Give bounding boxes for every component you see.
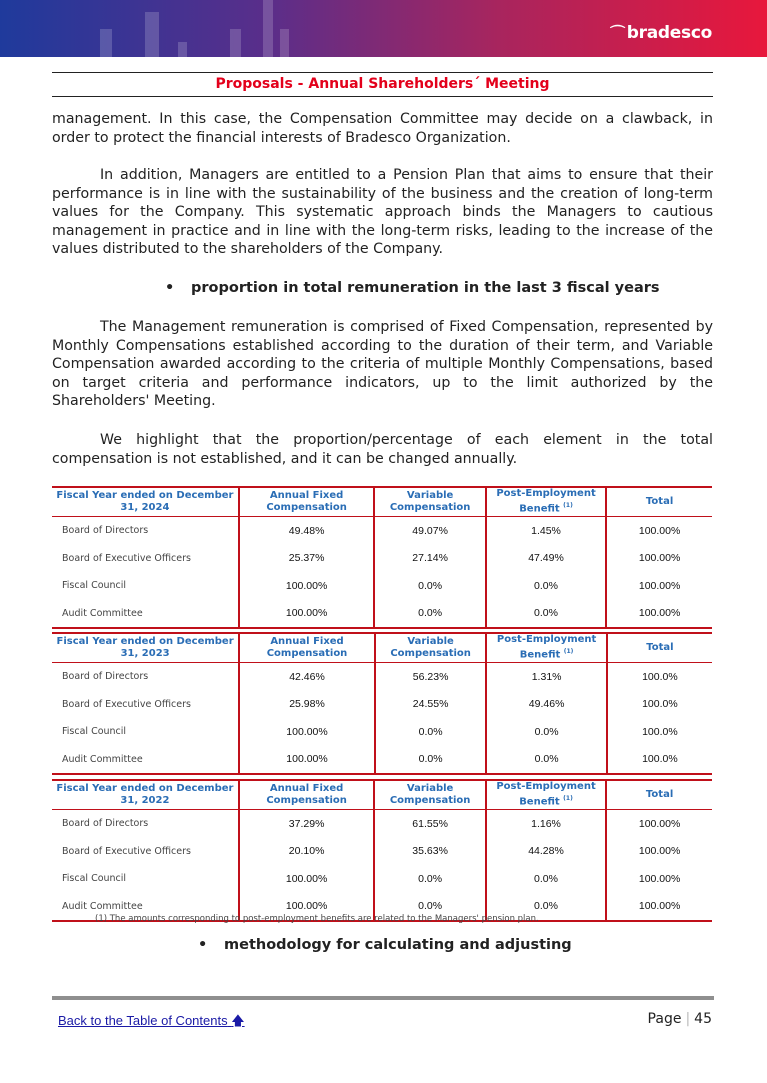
table-cell: 100.0%	[607, 746, 712, 775]
header-banner	[0, 0, 767, 57]
column-header: Variable Compensation	[374, 780, 486, 810]
column-header: Annual Fixed Compensation	[239, 633, 375, 663]
table-cell: 0.0%	[375, 718, 487, 746]
table-cell: 49.46%	[486, 691, 606, 719]
table-row	[52, 746, 712, 775]
table-cell: 25.98%	[239, 691, 375, 719]
table-cell: Audit Committee	[52, 600, 239, 629]
column-header: Annual Fixed Compensation	[239, 780, 375, 810]
table-row	[52, 718, 712, 746]
back-to-toc-link[interactable]: Back to the Table of Contents 🡅	[58, 1013, 245, 1028]
table-cell: 47.49%	[486, 545, 606, 573]
table-cell: Audit Committee	[52, 893, 239, 922]
table-cell: 27.14%	[374, 545, 486, 573]
table-header-row	[52, 487, 712, 517]
table-cell: 100.00%	[239, 893, 375, 922]
table-cell: 100.00%	[239, 572, 375, 600]
table-cell: 56.23%	[375, 663, 487, 691]
column-header: Variable Compensation	[374, 487, 486, 517]
table-cell: Board of Executive Officers	[52, 691, 239, 719]
table-cell: 100.0%	[642, 725, 678, 738]
table-cell: 37.29%	[239, 810, 375, 838]
column-header: Post-Employment Benefit $^{(1)}$	[486, 780, 606, 810]
table-cell: 100.0%	[642, 698, 678, 711]
table-cell: 35.63%	[374, 838, 486, 866]
table-row	[52, 572, 712, 600]
bullet-heading: • methodology for calculating and adjusting	[198, 937, 572, 953]
table-cell: 100.00%	[239, 746, 375, 775]
table-cell: Board of Directors	[52, 810, 239, 838]
table-row	[52, 600, 712, 629]
table-cell: Fiscal Council	[52, 572, 239, 600]
column-header: Fiscal Year ended on December 31, 2024	[52, 487, 239, 517]
table-cell: 24.55%	[375, 691, 487, 719]
table-cell: 1.45%	[486, 517, 606, 545]
table-row	[52, 691, 712, 719]
table-cell: 100.00%	[638, 817, 681, 830]
table-cell: 61.55%	[374, 810, 486, 838]
table-cell: 0.0%	[375, 746, 487, 775]
tree-icon: ⌒	[610, 24, 625, 42]
body-text: The Management remuneration is comprised of Fixed Compensation, represented by Monthly Compensations established according to the duration of their term, and Variable Compensation awarded according to the criteria of multiple Monthly Compensations, based on target criteria and performance indicators, up to the limit authorized by the Shareholders' Meeting.	[52, 319, 713, 409]
table-cell: Board of Executive Officers	[52, 838, 239, 866]
table-cell: 100.00%	[638, 579, 681, 592]
table-cell: 0.0%	[374, 572, 486, 600]
table-cell: 100.00%	[638, 872, 681, 885]
table-cell: Board of Directors	[52, 517, 239, 545]
bradesco-logo: ⌒ bradesco	[610, 23, 712, 43]
footnote: (1) The amounts corresponding to post-employment benefits are related to the Managers' pension plan.	[95, 914, 539, 924]
table-cell: 0.0%	[486, 718, 606, 746]
table-row	[52, 663, 712, 691]
compensation-table-0	[52, 486, 712, 629]
page-number: Page | 45	[647, 1011, 712, 1027]
table-cell: 100.00%	[606, 893, 712, 922]
compensation-table-2	[52, 779, 712, 922]
table-cell: 0.0%	[486, 893, 606, 922]
divider	[52, 96, 713, 97]
table-row	[52, 865, 712, 893]
table-cell: Fiscal Council	[52, 718, 239, 746]
table-header-row	[52, 633, 712, 663]
table-cell: Board of Directors	[52, 663, 239, 691]
arrow-up-icon: 🡅	[231, 1013, 245, 1028]
table-cell: 100.00%	[239, 718, 375, 746]
body-text: management. In this case, the Compensation Committee may decide on a clawback, in order to protect the financial interests of Bradesco Organization.	[52, 111, 713, 146]
column-header: Total	[606, 487, 712, 517]
body-text: In addition, Managers are entitled to a Pension Plan that aims to ensure that their performance is in line with the sustainability of the business and the creation of long-term values for the Company. This systematic approach binds the Managers to cautious management in practice and in line with the long-term risks, leading to the increase of the values distributed to the shareholders of the Company.	[52, 167, 713, 257]
column-header: Fiscal Year ended on December 31, 2023	[52, 633, 239, 663]
column-header: Total	[607, 633, 712, 663]
page-title: Proposals - Annual Shareholders´ Meeting	[215, 76, 550, 92]
table-cell: 0.0%	[486, 600, 606, 629]
table-cell: 100.0%	[642, 670, 678, 683]
table-cell: 100.00%	[606, 600, 712, 629]
table-cell: 20.10%	[239, 838, 375, 866]
table-header-row	[52, 780, 712, 810]
column-header: Variable Compensation	[375, 633, 487, 663]
table-cell: 100.00%	[239, 600, 375, 629]
table-cell: 0.0%	[486, 865, 606, 893]
table-cell: Audit Committee	[52, 746, 239, 775]
table-cell: 25.37%	[239, 545, 375, 573]
table-cell: 0.0%	[374, 893, 486, 922]
table-cell: 100.00%	[638, 524, 681, 537]
bullet-heading: • proportion in total remuneration in the last 3 fiscal years	[165, 280, 660, 296]
table-row	[52, 810, 712, 838]
table-row	[52, 517, 712, 545]
divider	[52, 72, 713, 73]
body-text: We highlight that the proportion/percentage of each element in the total compensation is not established, and it can be changed annually.	[52, 432, 713, 467]
table-cell: 100.00%	[239, 865, 375, 893]
table-cell: 49.07%	[374, 517, 486, 545]
column-header: Total	[606, 780, 712, 810]
column-header: Post-Employment Benefit $^{(1)}$	[486, 633, 606, 663]
table-cell: 100.00%	[638, 845, 681, 858]
table-cell: 0.0%	[374, 865, 486, 893]
table-cell: 1.31%	[486, 663, 606, 691]
column-header: Fiscal Year ended on December 31, 2022	[52, 780, 239, 810]
table-cell: 0.0%	[486, 746, 606, 775]
column-header: Annual Fixed Compensation	[239, 487, 375, 517]
table-cell: 100.00%	[638, 552, 681, 565]
table-cell: Board of Executive Officers	[52, 545, 239, 573]
table-cell: 49.48%	[239, 517, 375, 545]
table-row	[52, 545, 712, 573]
compensation-table-1	[52, 632, 712, 775]
footer-divider	[52, 996, 714, 1000]
table-cell: 1.16%	[486, 810, 606, 838]
table-cell: 42.46%	[239, 663, 375, 691]
column-header: Post-Employment Benefit $^{(1)}$	[486, 487, 606, 517]
table-cell: 0.0%	[374, 600, 486, 629]
table-cell: 44.28%	[486, 838, 606, 866]
table-cell: 0.0%	[486, 572, 606, 600]
table-row	[52, 838, 712, 866]
table-cell: Fiscal Council	[52, 865, 239, 893]
